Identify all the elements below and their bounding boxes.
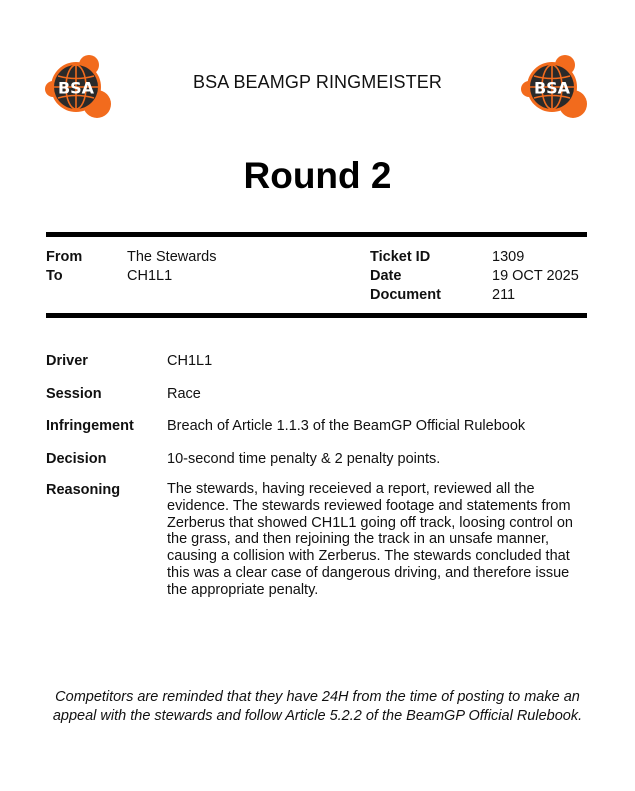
meta-label: From xyxy=(46,249,83,265)
field-value: The stewards, having receieved a report, reviewed all the evidence. The stewards reviewed footage and statements from Zerberus that showed CH1L1 going off track, loosing control on the grass, and then rejoining the track in an unsafe manner, causing a collision with Zerberus. The stewards concluded that this was a clear case of dangerous driving, and therefore issue the appropriate penalty. xyxy=(167,481,573,598)
field-infringement xyxy=(46,417,591,450)
globe-logo-icon xyxy=(521,55,587,119)
meta-label: Document xyxy=(370,287,441,303)
meta-value: The Stewards xyxy=(127,249,217,265)
field-value: CH1L1 xyxy=(167,353,213,369)
divider-top xyxy=(46,232,587,237)
meta-value: 211 xyxy=(492,287,516,303)
field-reasoning xyxy=(46,481,591,599)
field-value: 10-second time penalty & 2 penalty points. xyxy=(167,451,441,467)
logo-text: BSA xyxy=(57,78,95,98)
field-driver xyxy=(46,352,591,385)
document-title: Round 2 xyxy=(243,155,392,196)
meta-left xyxy=(46,248,216,286)
meta-row-document xyxy=(370,286,579,305)
logo-text: BSA xyxy=(533,78,571,98)
field-label: Reasoning xyxy=(46,482,121,498)
meta-value: CH1L1 xyxy=(127,268,173,284)
meta-row-from xyxy=(46,248,216,267)
meta-row-to xyxy=(46,267,216,286)
meta-row-date xyxy=(370,267,579,286)
meta-value: 19 OCT 2025 xyxy=(492,268,579,284)
field-label: Infringement xyxy=(46,418,134,434)
field-value: Breach of Article 1.1.3 of the BeamGP Official Rulebook xyxy=(167,418,526,434)
field-value: Race xyxy=(167,386,201,402)
bsa-logo-right xyxy=(521,55,587,119)
decision-fields xyxy=(46,352,591,599)
meta-label: To xyxy=(46,268,63,284)
org-title: BSA BEAMGP RINGMEISTER xyxy=(193,72,442,92)
field-label: Session xyxy=(46,386,102,402)
meta-value: 1309 xyxy=(492,249,525,265)
meta-label: Date xyxy=(370,268,402,284)
meta-row-ticket-id xyxy=(370,248,579,267)
field-decision xyxy=(46,450,591,481)
field-label: Decision xyxy=(46,451,107,467)
divider-bottom xyxy=(46,313,587,318)
field-label: Driver xyxy=(46,353,88,369)
field-session xyxy=(46,385,591,417)
meta-label: Ticket ID xyxy=(370,249,431,265)
meta-right xyxy=(370,248,579,305)
appeal-notice: Competitors are reminded that they have 24H from the time of posting to make an appeal with the stewards and follow Article 5.2.2 of the BeamGP Official Rulebook. xyxy=(52,689,583,724)
